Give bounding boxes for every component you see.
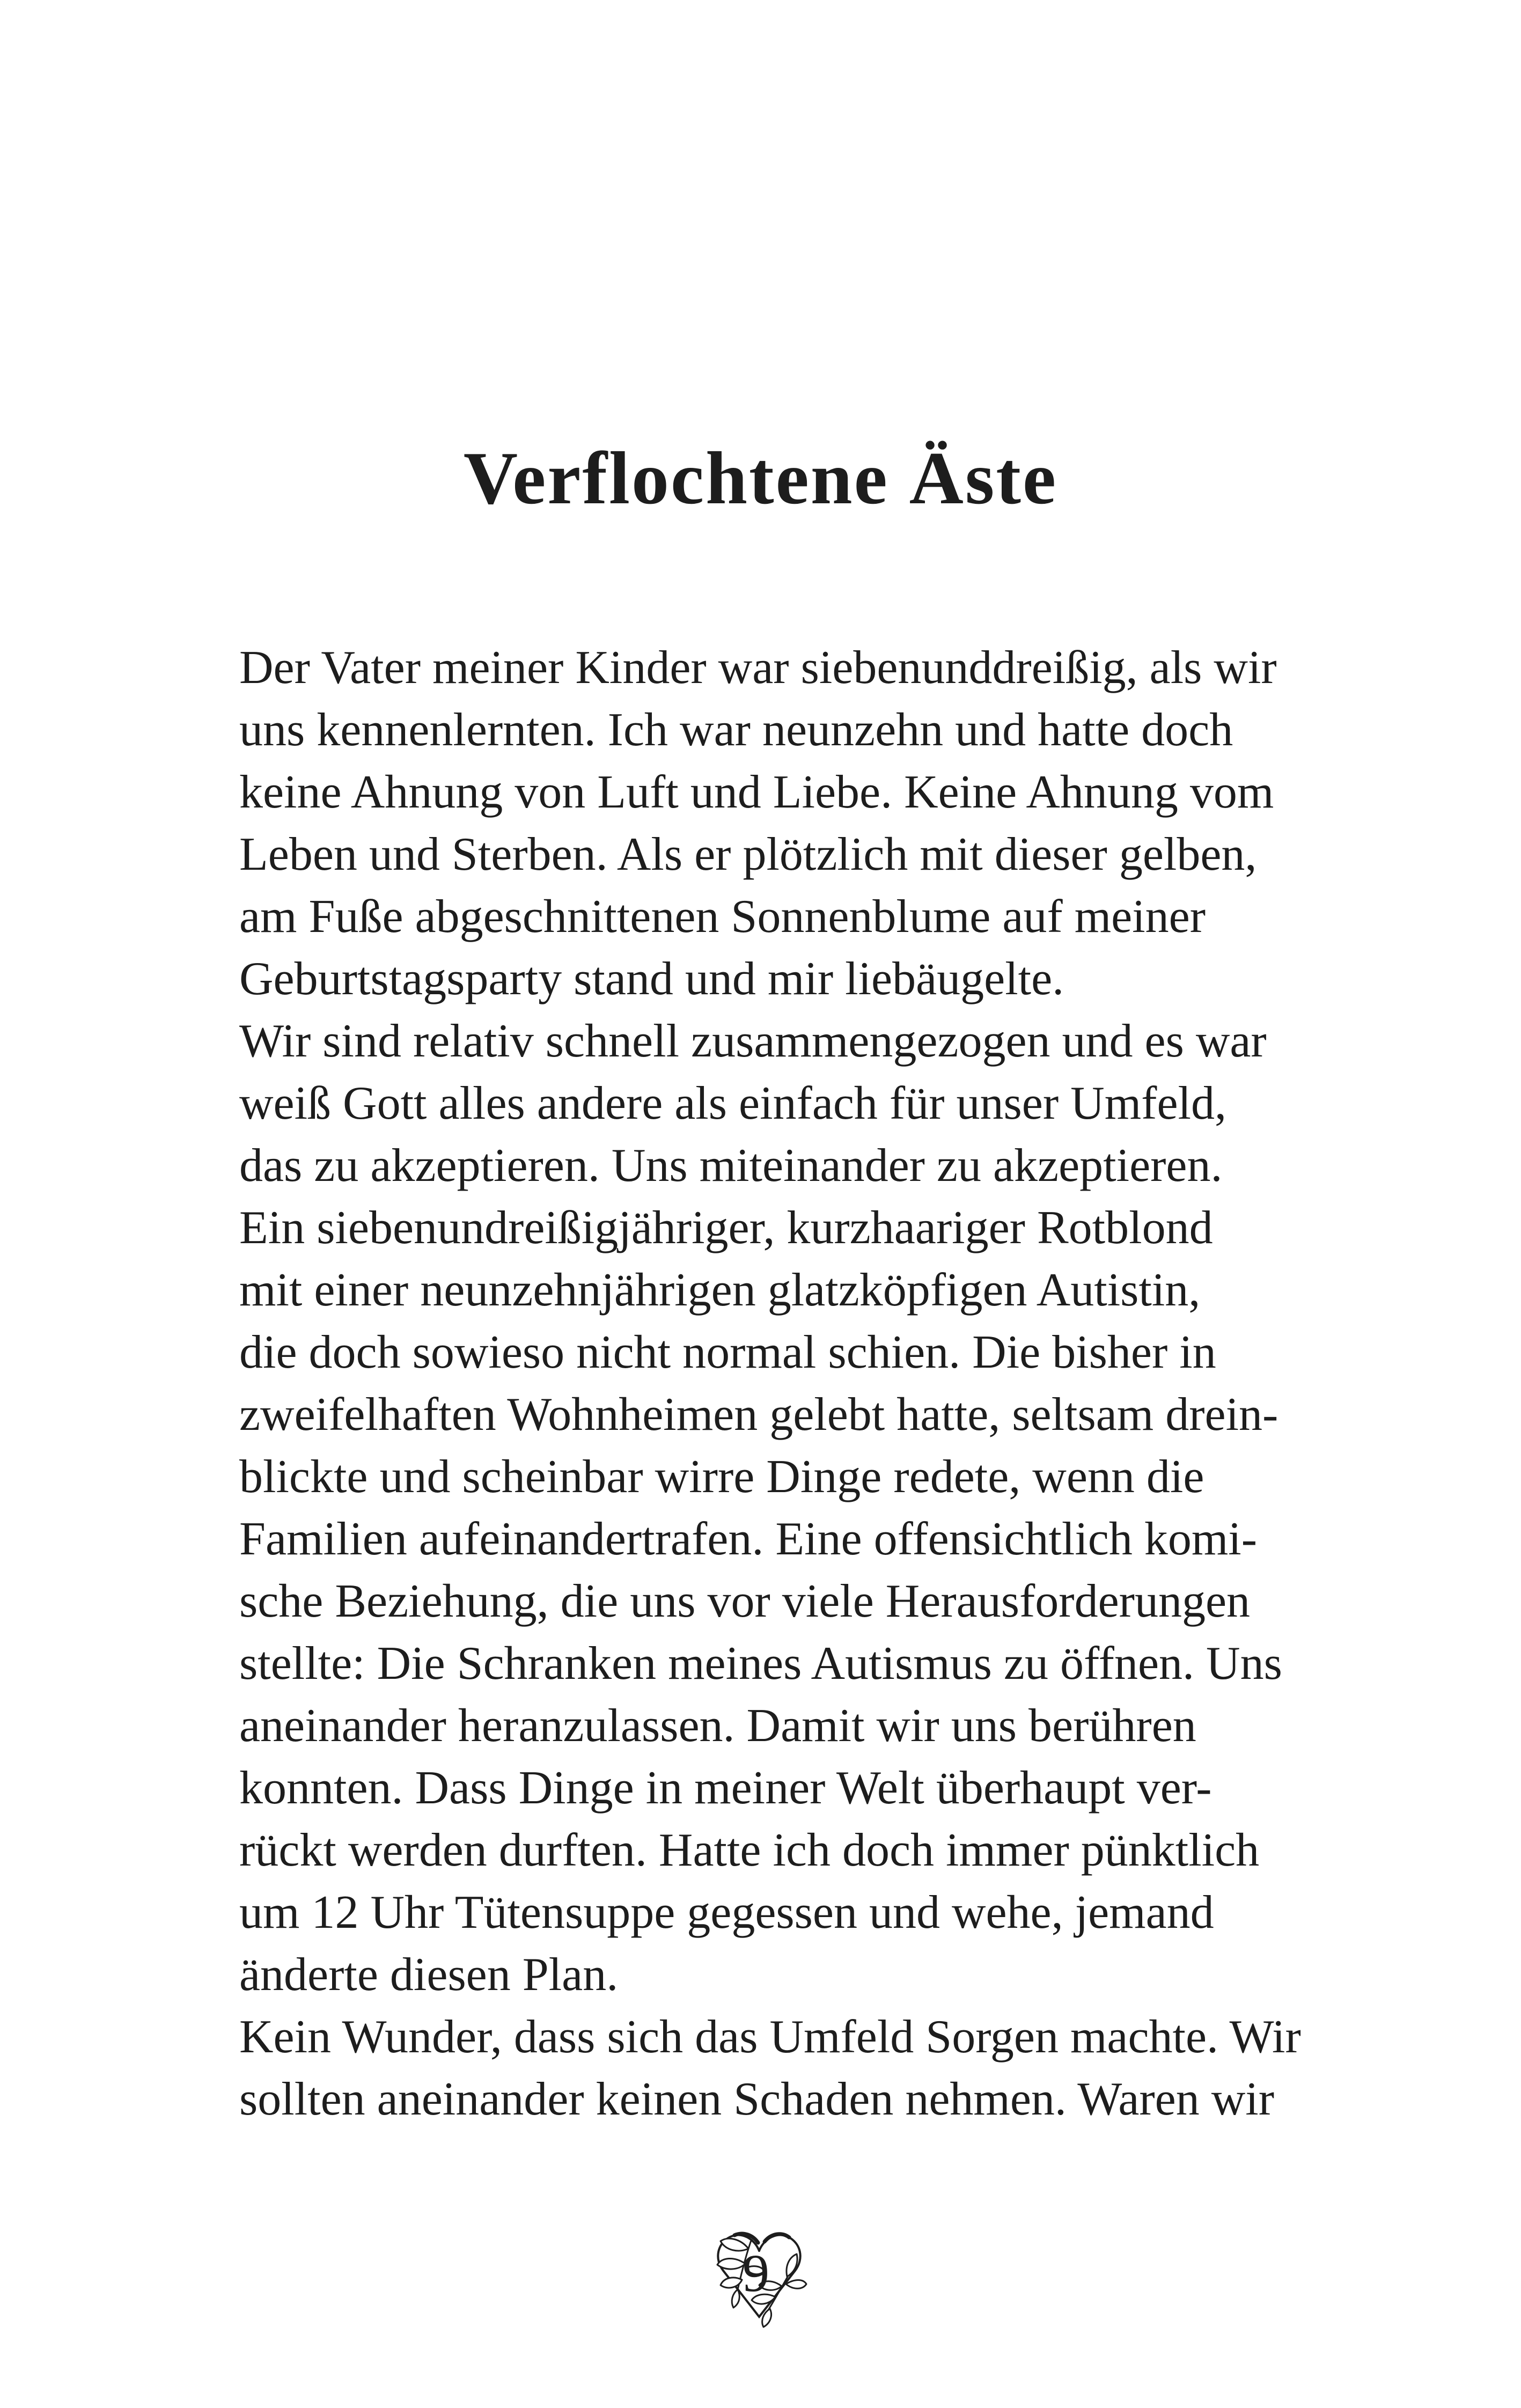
- heart-lobe-accent-right: [765, 2234, 789, 2242]
- text-line: um 12 Uhr Tütensuppe gegessen und wehe, jemand: [239, 1886, 1214, 1939]
- text-line: sollten aneinander keinen Schaden nehmen. Waren wir: [239, 2073, 1275, 2125]
- page-footer-ornament: [700, 2208, 818, 2331]
- text-line: zweifelhaften Wohnheimen gelebt hatte, seltsam drein-: [239, 1389, 1278, 1441]
- text-line: die doch sowieso nicht normal schien. Die bisher in: [239, 1326, 1216, 1378]
- text-line: weiß Gott alles andere als einfach für unser Umfeld,: [239, 1077, 1226, 1129]
- text-line: sche Beziehung, die uns vor viele Herausforderungen: [239, 1575, 1251, 1627]
- text-line: Der Vater meiner Kinder war siebenunddreißig, als wir: [239, 642, 1277, 694]
- body-text: [239, 637, 1366, 2131]
- text-line: Wir sind relativ schnell zusammengezogen und es war: [239, 1015, 1267, 1067]
- text-line: keine Ahnung von Luft und Liebe. Keine Ahnung vom: [239, 766, 1274, 818]
- text-line: blickte und scheinbar wirre Dinge redete, wenn die: [239, 1451, 1204, 1503]
- heart-with-leaves-icon: [700, 2208, 818, 2331]
- text-line: änderte diesen Plan.: [239, 1949, 619, 2001]
- text-line: mit einer neunzehnjährigen glatzköpfigen Autistin,: [239, 1264, 1201, 1316]
- text-line: Ein siebenundreißigjähriger, kurzhaariger Rotblond: [239, 1202, 1213, 1254]
- text-line: Leben und Sterben. Als er plötzlich mit dieser gelben,: [239, 828, 1257, 880]
- text-line: stellte: Die Schranken meines Autismus zu öffnen. Uns: [239, 1638, 1282, 1690]
- text-line: konnten. Dass Dinge in meiner Welt überhaupt ver-: [239, 1762, 1212, 1814]
- text-line: rückt werden durften. Hatte ich doch immer pünktlich: [239, 1824, 1260, 1876]
- text-line: uns kennenlernten. Ich war neunzehn und hatte doch: [239, 704, 1233, 756]
- text-line: aneinander heranzulassen. Damit wir uns berühren: [239, 1700, 1196, 1752]
- chapter-title: Verflochtene Äste: [463, 437, 1058, 520]
- text-line: das zu akzeptieren. Uns miteinander zu akzeptieren.: [239, 1140, 1223, 1192]
- text-line: Familien aufeinandertrafen. Eine offensichtlich komi-: [239, 1513, 1258, 1565]
- text-line: Kein Wunder, dass sich das Umfeld Sorgen machte. Wir: [239, 2011, 1301, 2063]
- text-line: Geburtstagsparty stand und mir liebäugelte.: [239, 953, 1064, 1005]
- page-number: 9: [743, 2243, 769, 2303]
- text-line: am Fuße abgeschnittenen Sonnenblume auf meiner: [239, 891, 1206, 943]
